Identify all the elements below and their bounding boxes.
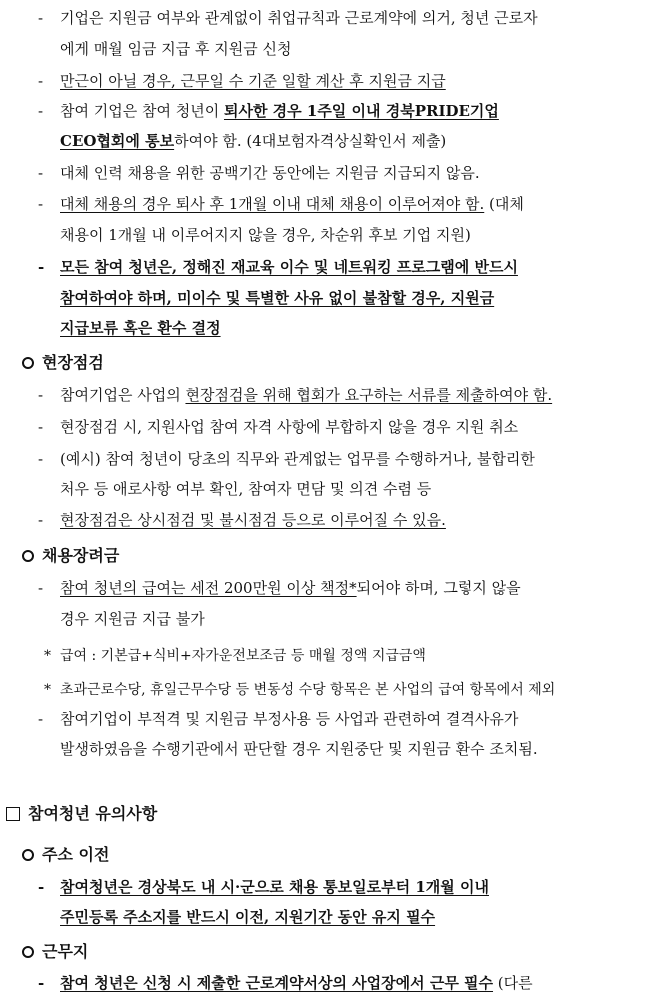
text-line (60, 907, 435, 927)
text-line (38, 71, 446, 91)
line-text: 발생하였음을 수행기관에서 판단할 경우 지원중단 및 지원금 환수 조치됨. (60, 740, 538, 758)
line-text: 채용이 1개월 내 이루어지지 않을 경우, 차순위 후보 기업 지원) (60, 226, 471, 244)
line-text: 참여기업이 부적격 및 지원금 부정사용 등 사업과 관련하여 결격사유가 (60, 710, 519, 728)
asterisk: * (44, 682, 51, 698)
text-line (38, 449, 535, 469)
text-line (60, 288, 494, 308)
heading-text: 주소 이전 (42, 845, 110, 864)
line-text: 참여기업은 사업의 (60, 386, 186, 404)
footnote (44, 646, 426, 666)
circle-bullet-icon (22, 550, 34, 562)
footnote (44, 680, 555, 700)
line-text: 대체 채용의 경우 퇴사 후 1개월 이내 대체 채용이 이루어져야 함. (60, 195, 485, 213)
dash-bullet: - (38, 102, 44, 120)
heading-text: 참여청년 유의사항 (28, 804, 158, 823)
dash-bullet: - (38, 418, 44, 436)
line-text: 참여 청년의 급여는 세전 200만원 이상 책정* (60, 579, 357, 597)
dash-bullet: - (38, 72, 44, 90)
asterisk: * (44, 648, 51, 664)
dash-bullet: - (38, 878, 45, 896)
text-line (38, 8, 538, 28)
line-text: 대체 인력 채용을 위한 공백기간 동안에는 지원금 지급되지 않음. (60, 164, 480, 182)
line-text: 에게 매월 임금 지급 후 지원금 신청 (60, 40, 292, 58)
line-text: 현장점검을 위해 협회가 요구하는 서류를 제출하여야 함. (185, 386, 553, 404)
text-line (38, 973, 533, 993)
line-text: 경우 지원금 지급 불가 (60, 610, 205, 628)
line-text-bold: CEO협회에 통보 (60, 132, 175, 150)
line-text: 지급보류 혹은 환수 결정 (60, 319, 221, 337)
line-text: 기업은 지원금 여부와 관계없이 취업규칙과 근로계약에 의거, 청년 근로자 (60, 9, 538, 27)
section-heading-onsite (22, 353, 104, 373)
line-text: 주민등록 주소지를 반드시 이전, 지원기간 동안 유지 필수 (60, 908, 436, 926)
dash-bullet: - (38, 511, 44, 529)
text-line (38, 578, 521, 598)
heading-text: 근무지 (42, 942, 89, 961)
section-heading-address (22, 845, 109, 865)
line-text-bold: 퇴사한 경우 1주일 이내 경북PRIDE기업 (223, 102, 499, 120)
text-line (38, 101, 499, 121)
line-text: 참여청년은 경상북도 내 시·군으로 채용 통보일로부터 1개월 이내 (60, 878, 489, 896)
section-heading-workplace (22, 942, 88, 962)
text-line (38, 417, 518, 437)
dash-bullet: - (38, 974, 45, 992)
line-text: 하여야 함. (4대보험자격상실확인서 제출) (174, 132, 447, 150)
dash-bullet: - (38, 710, 44, 728)
line-text: 만근이 아닐 경우, 근무일 수 기준 일할 계산 후 지원금 지급 (60, 72, 446, 90)
dash-bullet: - (38, 450, 44, 468)
line-text: 모든 참여 청년은, 정해진 재교육 이수 및 네트워킹 프로그램에 반드시 (60, 258, 518, 276)
text-line (38, 877, 489, 897)
text-line (38, 163, 480, 183)
dash-bullet: - (38, 164, 44, 182)
line-text: (예시) 참여 청년이 당초의 직무와 관계없는 업무를 수행하거나, 불합리한 (60, 450, 535, 468)
line-text: 참여 기업은 참여 청년이 (60, 102, 224, 120)
text-line (60, 479, 431, 499)
dash-bullet: - (38, 9, 44, 27)
line-text: 참여 청년은 신청 시 제출한 근로계약서상의 사업장에서 근무 필수 (60, 974, 494, 992)
text-line (38, 385, 552, 405)
line-text: 현장점검은 상시점검 및 불시점검 등으로 이루어질 수 있음. (60, 511, 446, 529)
dash-bullet: - (38, 386, 44, 404)
text-line (60, 318, 221, 338)
circle-bullet-icon (22, 946, 34, 958)
footnote-text: 급여 : 기본급+식비+자가운전보조금 등 매월 정액 지급금액 (60, 648, 426, 664)
dash-bullet: - (38, 579, 44, 597)
line-text: (다른 (493, 974, 533, 992)
text-line (38, 257, 518, 277)
section-heading-subsidy (22, 546, 119, 566)
text-line (60, 39, 291, 59)
square-bullet-icon (6, 807, 20, 821)
section-title-youth (6, 804, 157, 824)
line-text: 현장점검 시, 지원사업 참여 자격 사항에 부합하지 않을 경우 지원 취소 (60, 418, 519, 436)
heading-text: 현장점검 (42, 353, 104, 372)
dash-bullet: - (38, 258, 45, 276)
text-line (60, 609, 205, 629)
footnote-text: 초과근로수당, 휴일근무수당 등 변동성 수당 항목은 본 사업의 급여 항목에서 제외 (60, 682, 556, 698)
text-line (60, 131, 446, 151)
dash-bullet: - (38, 195, 44, 213)
line-text: 되어야 하며, 그렇지 않을 (356, 579, 521, 597)
line-text: (대체 (484, 195, 524, 213)
heading-text: 채용장려금 (42, 546, 120, 565)
circle-bullet-icon (22, 357, 34, 369)
circle-bullet-icon (22, 849, 34, 861)
text-line (60, 739, 538, 759)
text-line (38, 194, 524, 214)
text-line (60, 225, 471, 245)
line-text: 처우 등 애로사항 여부 확인, 참여자 면담 및 의견 수렴 등 (60, 480, 432, 498)
line-text: 참여하여야 하며, 미이수 및 특별한 사유 없이 불참할 경우, 지원금 (60, 289, 495, 307)
text-line (38, 510, 446, 530)
text-line (38, 709, 518, 729)
